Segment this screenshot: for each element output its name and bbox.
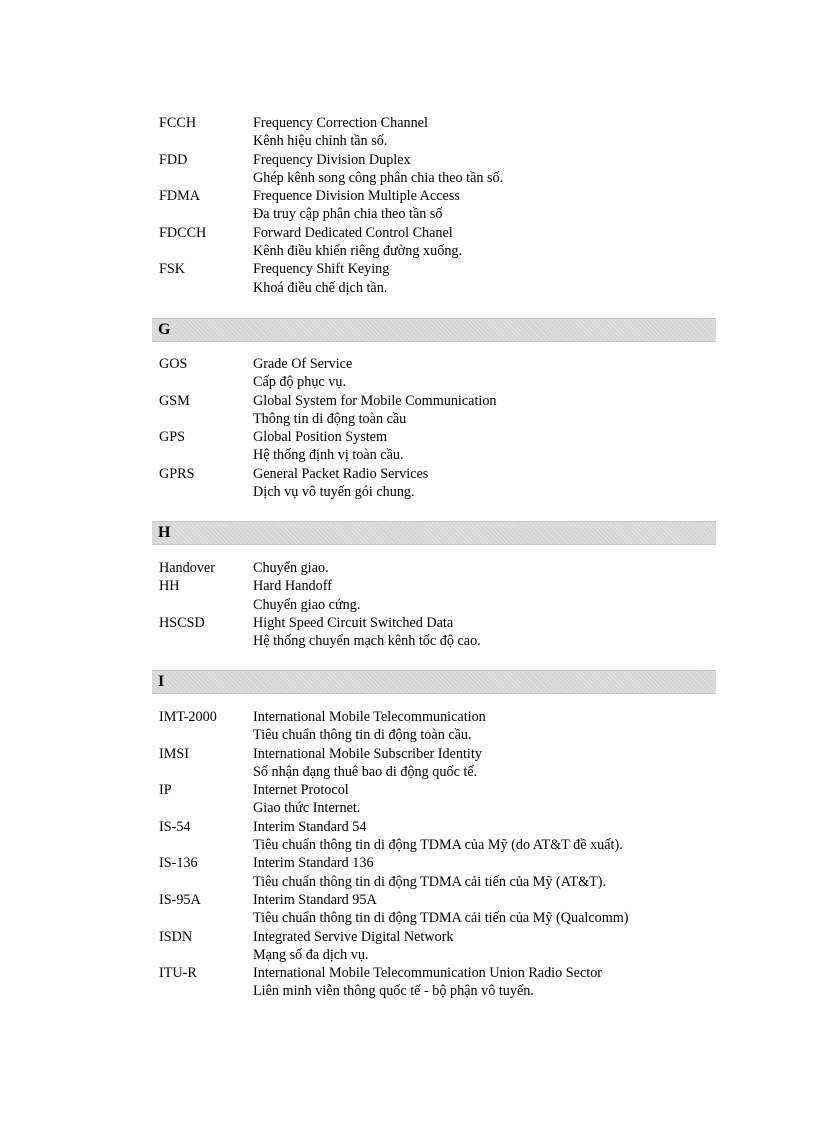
glossary-entry bbox=[159, 559, 719, 577]
term-translation: Tiêu chuẩn thông tin di động toàn cầu. bbox=[253, 727, 472, 744]
abbreviation bbox=[159, 483, 253, 501]
glossary-entry-translation bbox=[159, 873, 719, 891]
abbreviation bbox=[159, 242, 253, 260]
glossary-entry bbox=[159, 260, 719, 278]
glossary-entry-translation bbox=[159, 205, 719, 223]
abbreviation: FDCCH bbox=[159, 224, 207, 241]
term-translation: Cấp độ phục vụ. bbox=[253, 374, 346, 391]
abbreviation bbox=[159, 909, 253, 927]
term-translation: Mạng số đa dịch vụ. bbox=[253, 946, 369, 963]
abbreviation: IS-54 bbox=[159, 818, 191, 835]
term-translation: Số nhận dạng thuê bao di động quốc tế. bbox=[253, 763, 478, 780]
glossary-entry bbox=[159, 187, 719, 205]
abbreviation bbox=[159, 836, 253, 854]
term-translation: Đa truy cập phân chia theo tần số bbox=[253, 206, 443, 223]
abbreviation: FCCH bbox=[159, 115, 197, 131]
abbreviation: GPS bbox=[159, 429, 186, 446]
section-f-entries bbox=[159, 114, 719, 297]
abbreviation bbox=[159, 279, 253, 297]
abbreviation bbox=[159, 169, 253, 187]
abbreviation: HH bbox=[159, 578, 180, 595]
abbreviation bbox=[159, 132, 253, 150]
section-header-i bbox=[152, 670, 716, 694]
abbreviation: GSM bbox=[159, 392, 190, 409]
glossary-entry bbox=[159, 577, 719, 595]
glossary-entry-translation bbox=[159, 799, 719, 817]
abbreviation: IMT-2000 bbox=[159, 709, 217, 725]
section-header-h bbox=[152, 521, 716, 545]
glossary-entry-translation bbox=[159, 483, 719, 501]
glossary-entry-translation bbox=[159, 726, 719, 744]
glossary-entry bbox=[159, 465, 719, 483]
term-definition: Forward Dedicated Control Chanel bbox=[253, 224, 453, 241]
glossary-entry bbox=[159, 928, 719, 946]
abbreviation: IS-95A bbox=[159, 891, 201, 908]
term-translation: Thông tin di động toàn cầu bbox=[253, 410, 407, 427]
section-header-g bbox=[152, 318, 716, 342]
abbreviation bbox=[159, 205, 253, 223]
term-translation: Dịch vụ vô tuyến gói chung. bbox=[253, 484, 415, 501]
term-translation: Giao thức Internet. bbox=[253, 800, 361, 817]
abbreviation: IP bbox=[159, 782, 172, 799]
term-definition: Hard Handoff bbox=[253, 578, 332, 595]
glossary-entry-translation bbox=[159, 279, 719, 297]
term-definition: Frequency Correction Channel bbox=[253, 115, 428, 131]
term-definition: Chuyển giao. bbox=[253, 560, 329, 576]
term-translation: Liên minh viễn thông quốc tế - bộ phận vô tuyến. bbox=[253, 983, 534, 1000]
abbreviation bbox=[159, 446, 253, 464]
abbreviation bbox=[159, 373, 253, 391]
glossary-entry-translation bbox=[159, 169, 719, 187]
glossary-entry bbox=[159, 964, 719, 982]
glossary-entry-translation bbox=[159, 836, 719, 854]
glossary-entry-translation bbox=[159, 373, 719, 391]
term-translation: Ghép kênh song công phân chia theo tần số. bbox=[253, 169, 504, 186]
glossary-entry bbox=[159, 708, 719, 726]
term-definition: Internet Protocol bbox=[253, 782, 349, 799]
section-letter: G bbox=[158, 321, 171, 338]
section-g-entries bbox=[159, 355, 719, 501]
glossary-entry-translation bbox=[159, 596, 719, 614]
abbreviation bbox=[159, 873, 253, 891]
term-translation: Hệ thống định vị toàn cầu. bbox=[253, 447, 404, 464]
term-definition: Interim Standard 54 bbox=[253, 818, 367, 835]
abbreviation: IS-136 bbox=[159, 855, 198, 872]
term-definition: Integrated Servive Digital Network bbox=[253, 928, 454, 945]
abbreviation bbox=[159, 726, 253, 744]
abbreviation bbox=[159, 632, 253, 650]
abbreviation: ITU-R bbox=[159, 965, 197, 982]
section-letter: H bbox=[158, 524, 171, 541]
term-definition: Global System for Mobile Communication bbox=[253, 392, 497, 409]
glossary-entry bbox=[159, 355, 719, 373]
term-definition: International Mobile Telecommunication Union Radio Sector bbox=[253, 965, 603, 982]
term-definition: Interim Standard 95A bbox=[253, 891, 377, 908]
term-definition: International Mobile Subscriber Identity bbox=[253, 745, 482, 762]
abbreviation: ISDN bbox=[159, 928, 193, 945]
glossary-entry-translation bbox=[159, 446, 719, 464]
abbreviation bbox=[159, 596, 253, 614]
section-i-entries bbox=[159, 708, 719, 1001]
term-translation: Tiêu chuẩn thông tin di động TDMA cải tiến của Mỹ (AT&T). bbox=[253, 873, 607, 890]
abbreviation: IMSI bbox=[159, 745, 189, 762]
glossary-entry bbox=[159, 854, 719, 872]
term-translation: Khoá điều chế dịch tần. bbox=[253, 279, 388, 296]
glossary-entry-translation bbox=[159, 410, 719, 428]
glossary-entry-translation bbox=[159, 909, 719, 927]
abbreviation: FSK bbox=[159, 261, 186, 278]
glossary-entry-translation bbox=[159, 763, 719, 781]
glossary-entry bbox=[159, 224, 719, 242]
term-definition: Frequency Shift Keying bbox=[253, 261, 390, 278]
glossary-entry-translation bbox=[159, 632, 719, 650]
abbreviation: GPRS bbox=[159, 465, 195, 482]
term-translation: Hệ thống chuyển mạch kênh tốc độ cao. bbox=[253, 633, 481, 650]
glossary-entry bbox=[159, 392, 719, 410]
term-translation: Chuyển giao cứng. bbox=[253, 596, 361, 613]
glossary-entry bbox=[159, 745, 719, 763]
glossary-entry-translation bbox=[159, 946, 719, 964]
abbreviation bbox=[159, 982, 253, 1000]
glossary-entry-translation bbox=[159, 242, 719, 260]
glossary-entry bbox=[159, 818, 719, 836]
abbreviation: FDD bbox=[159, 151, 188, 168]
glossary-entry-translation bbox=[159, 132, 719, 150]
term-translation: Tiêu chuẩn thông tin di động TDMA cải tiến của Mỹ (Qualcomm) bbox=[253, 910, 629, 927]
abbreviation bbox=[159, 946, 253, 964]
abbreviation bbox=[159, 410, 253, 428]
abbreviation: FDMA bbox=[159, 188, 200, 205]
term-translation: Kênh điều khiển riêng đường xuống. bbox=[253, 243, 463, 260]
term-definition: Grade Of Service bbox=[253, 356, 353, 372]
term-translation: Tiêu chuẩn thông tin di động TDMA của Mỹ (do AT&T đề xuất). bbox=[253, 837, 623, 854]
abbreviation bbox=[159, 763, 253, 781]
glossary-entry-translation bbox=[159, 982, 719, 1000]
term-definition: General Packet Radio Services bbox=[253, 465, 429, 482]
abbreviation: GOS bbox=[159, 356, 188, 372]
glossary-entry bbox=[159, 891, 719, 909]
term-definition: Frequency Division Duplex bbox=[253, 151, 411, 168]
abbreviation: Handover bbox=[159, 560, 215, 576]
abbreviation bbox=[159, 799, 253, 817]
term-translation: Kênh hiệu chỉnh tần số. bbox=[253, 133, 388, 150]
section-h-entries bbox=[159, 559, 719, 650]
abbreviation: HSCSD bbox=[159, 614, 205, 631]
glossary-entry bbox=[159, 614, 719, 632]
term-definition: Interim Standard 136 bbox=[253, 855, 374, 872]
term-definition: Global Position System bbox=[253, 429, 388, 446]
glossary-entry bbox=[159, 151, 719, 169]
term-definition: Hight Speed Circuit Switched Data bbox=[253, 614, 454, 631]
glossary-entry bbox=[159, 428, 719, 446]
glossary-entry bbox=[159, 114, 719, 132]
section-letter: I bbox=[158, 673, 165, 690]
term-definition: International Mobile Telecommunication bbox=[253, 709, 486, 725]
term-definition: Frequence Division Multiple Access bbox=[253, 188, 460, 205]
glossary-entry bbox=[159, 781, 719, 799]
